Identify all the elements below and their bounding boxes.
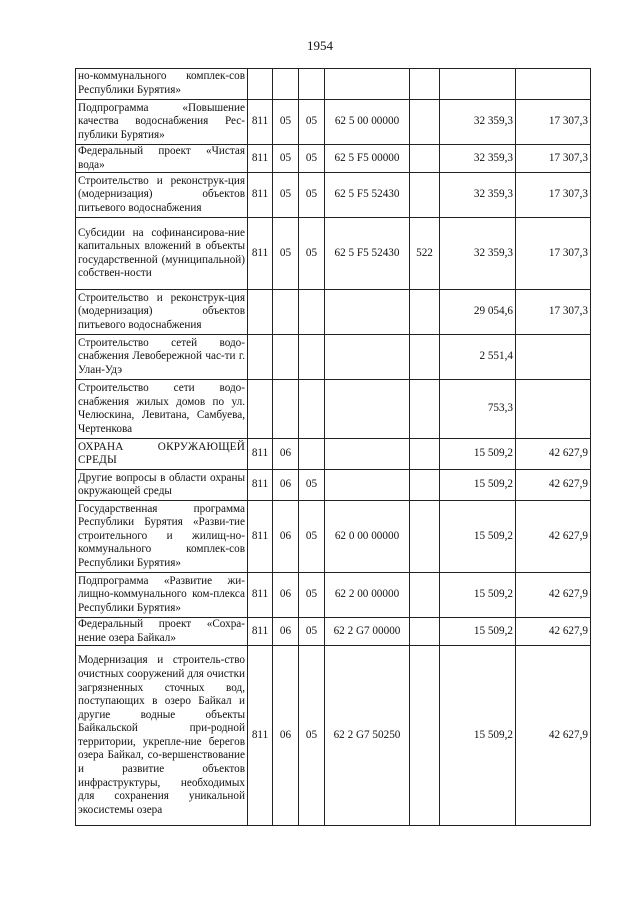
amount-2-cell: 17 307,3	[516, 100, 591, 145]
section-code-cell	[273, 380, 299, 439]
subsection-code-cell: 05	[299, 501, 325, 573]
amount-2-cell	[516, 335, 591, 380]
amount-2-cell: 42 627,9	[516, 439, 591, 470]
amount-2-cell: 42 627,9	[516, 470, 591, 501]
ved-code-cell	[248, 69, 273, 100]
row-name-cell: Федеральный проект «Сохра-нение озера Байкал»	[76, 618, 248, 646]
subsection-code-cell: 05	[299, 145, 325, 173]
subsection-code-cell	[299, 439, 325, 470]
amount-1-cell: 753,3	[440, 380, 516, 439]
section-code-cell: 06	[273, 573, 299, 618]
table-row	[76, 380, 591, 439]
row-name-cell: Государственная программа Республики Бурятия «Разви-тие строительного и жилищ-но-коммунального комплек-сов Республики Бурятия»	[76, 501, 248, 573]
expense-type-cell	[410, 145, 440, 173]
table-row	[76, 173, 591, 218]
section-code-cell: 06	[273, 439, 299, 470]
amount-1-cell: 15 509,2	[440, 573, 516, 618]
subsection-code-cell: 05	[299, 470, 325, 501]
amount-1-cell: 15 509,2	[440, 470, 516, 501]
amount-1-cell: 15 509,2	[440, 439, 516, 470]
subsection-code-cell	[299, 290, 325, 335]
ved-code-cell: 811	[248, 173, 273, 218]
target-article-cell	[325, 380, 410, 439]
page-number: 1954	[307, 38, 333, 53]
budget-table	[75, 68, 591, 826]
row-name-cell: но-коммунального комплек-сов Республики Бурятия»	[76, 69, 248, 100]
expense-type-cell: 522	[410, 218, 440, 290]
expense-type-cell	[410, 290, 440, 335]
expense-type-cell	[410, 380, 440, 439]
target-article-cell: 62 2 G7 50250	[325, 646, 410, 826]
table-row	[76, 501, 591, 573]
section-code-cell: 06	[273, 618, 299, 646]
amount-1-cell: 15 509,2	[440, 501, 516, 573]
amount-2-cell: 42 627,9	[516, 501, 591, 573]
section-code-cell: 05	[273, 173, 299, 218]
target-article-cell: 62 0 00 00000	[325, 501, 410, 573]
ved-code-cell	[248, 380, 273, 439]
section-code-cell	[273, 69, 299, 100]
table-row	[76, 69, 591, 100]
expense-type-cell	[410, 618, 440, 646]
amount-2-cell	[516, 380, 591, 439]
expense-type-cell	[410, 335, 440, 380]
expense-type-cell	[410, 173, 440, 218]
target-article-cell: 62 5 F5 52430	[325, 173, 410, 218]
section-code-cell: 06	[273, 501, 299, 573]
amount-2-cell: 42 627,9	[516, 646, 591, 826]
table-row	[76, 290, 591, 335]
amount-2-cell: 17 307,3	[516, 145, 591, 173]
expense-type-cell	[410, 100, 440, 145]
row-name-cell: Строительство и реконструк-ция (модернизация) объектов питьевого водоснабжения	[76, 290, 248, 335]
row-name-cell: Федеральный проект «Чистая вода»	[76, 145, 248, 173]
table-row	[76, 618, 591, 646]
target-article-cell: 62 5 00 00000	[325, 100, 410, 145]
table-row	[76, 439, 591, 470]
amount-2-cell: 17 307,3	[516, 218, 591, 290]
subsection-code-cell	[299, 380, 325, 439]
expense-type-cell	[410, 439, 440, 470]
subsection-code-cell: 05	[299, 646, 325, 826]
amount-1-cell	[440, 69, 516, 100]
amount-2-cell	[516, 69, 591, 100]
amount-2-cell: 42 627,9	[516, 618, 591, 646]
row-name-cell: Субсидии на софинансирова-ние капитальных вложений в объекты государственной (муниципальной) собствен-ности	[76, 218, 248, 290]
table-row	[76, 100, 591, 145]
table-row	[76, 335, 591, 380]
ved-code-cell: 811	[248, 439, 273, 470]
ved-code-cell	[248, 290, 273, 335]
ved-code-cell: 811	[248, 218, 273, 290]
amount-1-cell: 29 054,6	[440, 290, 516, 335]
amount-1-cell: 32 359,3	[440, 218, 516, 290]
table-row	[76, 573, 591, 618]
table-row	[76, 646, 591, 826]
section-code-cell: 05	[273, 218, 299, 290]
amount-1-cell: 15 509,2	[440, 646, 516, 826]
target-article-cell	[325, 335, 410, 380]
target-article-cell: 62 5 F5 00000	[325, 145, 410, 173]
amount-1-cell: 32 359,3	[440, 145, 516, 173]
row-name-cell: Строительство сетей водо-снабжения Левобережной час-ти г. Улан-Удэ	[76, 335, 248, 380]
section-code-cell	[273, 335, 299, 380]
target-article-cell: 62 2 G7 00000	[325, 618, 410, 646]
section-code-cell	[273, 290, 299, 335]
subsection-code-cell: 05	[299, 573, 325, 618]
target-article-cell: 62 2 00 00000	[325, 573, 410, 618]
section-code-cell: 06	[273, 646, 299, 826]
target-article-cell: 62 5 F5 52430	[325, 218, 410, 290]
target-article-cell	[325, 290, 410, 335]
target-article-cell	[325, 69, 410, 100]
row-name-cell: Подпрограмма «Повышение качества водоснабжения Рес-публики Бурятия»	[76, 100, 248, 145]
amount-2-cell: 17 307,3	[516, 290, 591, 335]
expense-type-cell	[410, 646, 440, 826]
amount-2-cell: 17 307,3	[516, 173, 591, 218]
ved-code-cell: 811	[248, 573, 273, 618]
subsection-code-cell: 05	[299, 173, 325, 218]
section-code-cell: 05	[273, 145, 299, 173]
subsection-code-cell	[299, 335, 325, 380]
row-name-cell: Другие вопросы в области охраны окружающей среды	[76, 470, 248, 501]
target-article-cell	[325, 470, 410, 501]
subsection-code-cell	[299, 69, 325, 100]
row-name-cell: Строительство сети водо-снабжения жилых домов по ул. Челюскина, Левитана, Самбуева, Чертенкова	[76, 380, 248, 439]
table-row	[76, 470, 591, 501]
expense-type-cell	[410, 501, 440, 573]
row-name-cell: Модернизация и строитель-ство очистных сооружений для очистки загрязненных сточных вод, поступающих в озеро Байкал и другие водные объекты Байкальской при-родной территории, укрепле-ние берегов озера Байкал, со-вершенствование и развитие объектов инфраструктуры, необходимых для сохранения уникальной экосистемы озера	[76, 646, 248, 826]
ved-code-cell: 811	[248, 145, 273, 173]
ved-code-cell: 811	[248, 470, 273, 501]
ved-code-cell	[248, 335, 273, 380]
expense-type-cell	[410, 573, 440, 618]
amount-1-cell: 2 551,4	[440, 335, 516, 380]
row-name-cell: ОХРАНА ОКРУЖАЮЩЕЙ СРЕДЫ	[76, 439, 248, 470]
subsection-code-cell: 05	[299, 618, 325, 646]
row-name-cell: Строительство и реконструк-ция (модернизация) объектов питьевого водоснабжения	[76, 173, 248, 218]
ved-code-cell: 811	[248, 618, 273, 646]
expense-type-cell	[410, 69, 440, 100]
amount-1-cell: 15 509,2	[440, 618, 516, 646]
table-row	[76, 218, 591, 290]
ved-code-cell: 811	[248, 100, 273, 145]
section-code-cell: 06	[273, 470, 299, 501]
section-code-cell: 05	[273, 100, 299, 145]
target-article-cell	[325, 439, 410, 470]
amount-1-cell: 32 359,3	[440, 100, 516, 145]
ved-code-cell: 811	[248, 501, 273, 573]
table-row	[76, 145, 591, 173]
amount-1-cell: 32 359,3	[440, 173, 516, 218]
ved-code-cell: 811	[248, 646, 273, 826]
expense-type-cell	[410, 470, 440, 501]
subsection-code-cell: 05	[299, 218, 325, 290]
subsection-code-cell: 05	[299, 100, 325, 145]
row-name-cell: Подпрограмма «Развитие жи-лищно-коммунального ком-плекса Республики Бурятия»	[76, 573, 248, 618]
amount-2-cell: 42 627,9	[516, 573, 591, 618]
